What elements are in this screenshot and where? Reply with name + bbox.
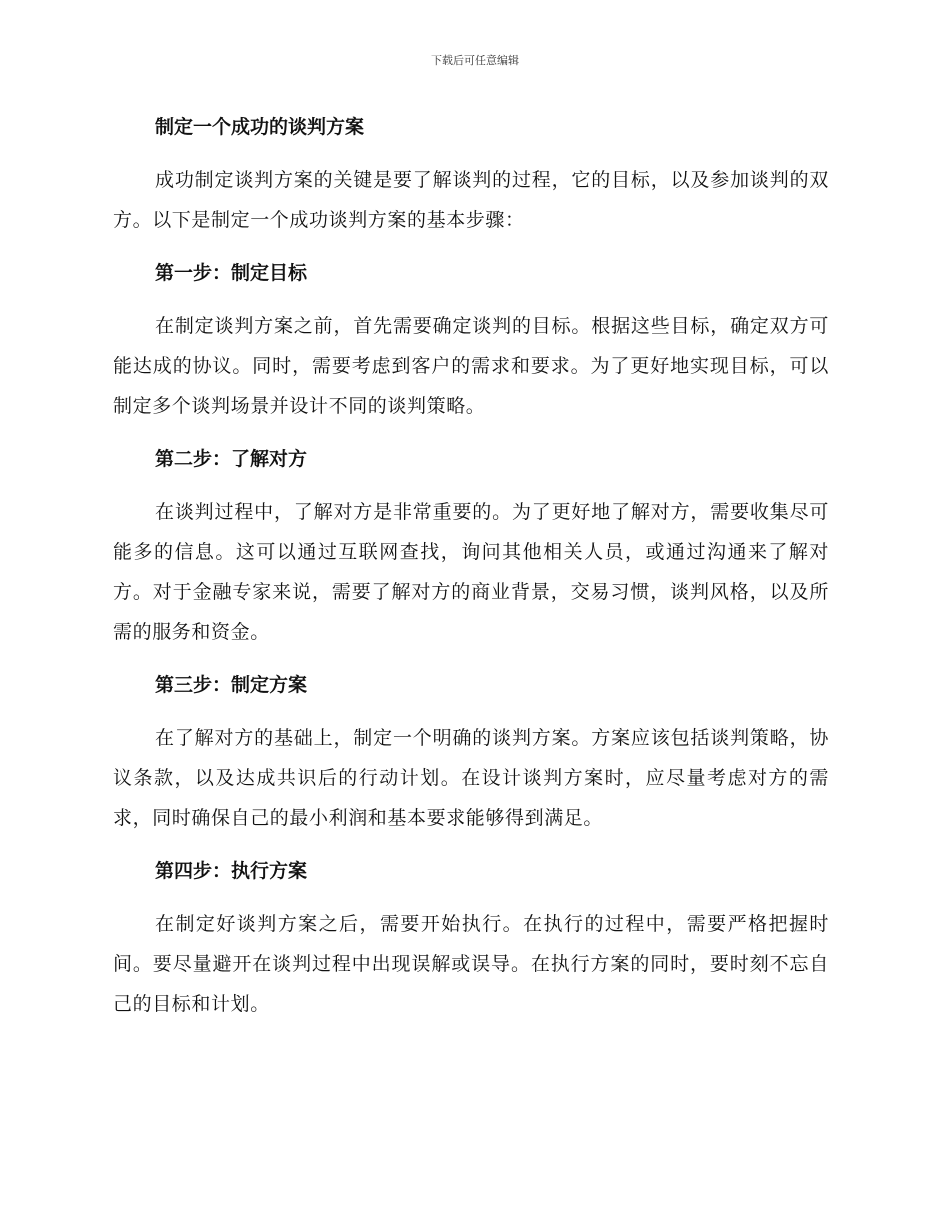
step-2-paragraph: 在谈判过程中，了解对方是非常重要的。为了更好地了解对方，需要收集尽可能多的信息。这可以通过互联网查找，询问其他相关人员，或通过沟通来了解对方。对于金融专家来说，需要了解对方的商业背景，交易习惯，谈判风格，以及所需的服务和资金。 [113, 501, 829, 643]
document-title: 制定一个成功的谈判方案 [155, 116, 365, 138]
document-content [113, 108, 829, 1024]
page-header-note: 下载后可任意编辑 [431, 54, 519, 67]
step-2-heading: 第二步：了解对方 [155, 448, 308, 470]
step-3-heading: 第三步：制定方案 [155, 674, 308, 696]
step-4-heading: 第四步：执行方案 [155, 860, 308, 882]
intro-paragraph: 成功制定谈判方案的关键是要了解谈判的过程，它的目标，以及参加谈判的双方。以下是制定一个成功谈判方案的基本步骤： [113, 169, 829, 231]
step-1-paragraph: 在制定谈判方案之前，首先需要确定谈判的目标。根据这些目标，确定双方可能达成的协议。同时，需要考虑到客户的需求和要求。为了更好地实现目标，可以制定多个谈判场景并设计不同的谈判策略。 [113, 315, 829, 417]
step-4-paragraph: 在制定好谈判方案之后，需要开始执行。在执行的过程中，需要严格把握时间。要尽量避开在谈判过程中出现误解或误导。在执行方案的同时，要时刻不忘自己的目标和计划。 [113, 913, 829, 1015]
step-1-heading: 第一步：制定目标 [155, 262, 308, 284]
step-3-paragraph: 在了解对方的基础上，制定一个明确的谈判方案。方案应该包括谈判策略，协议条款，以及达成共识后的行动计划。在设计谈判方案时，应尽量考虑对方的需求，同时确保自己的最小利润和基本要求能够得到满足。 [113, 727, 829, 829]
